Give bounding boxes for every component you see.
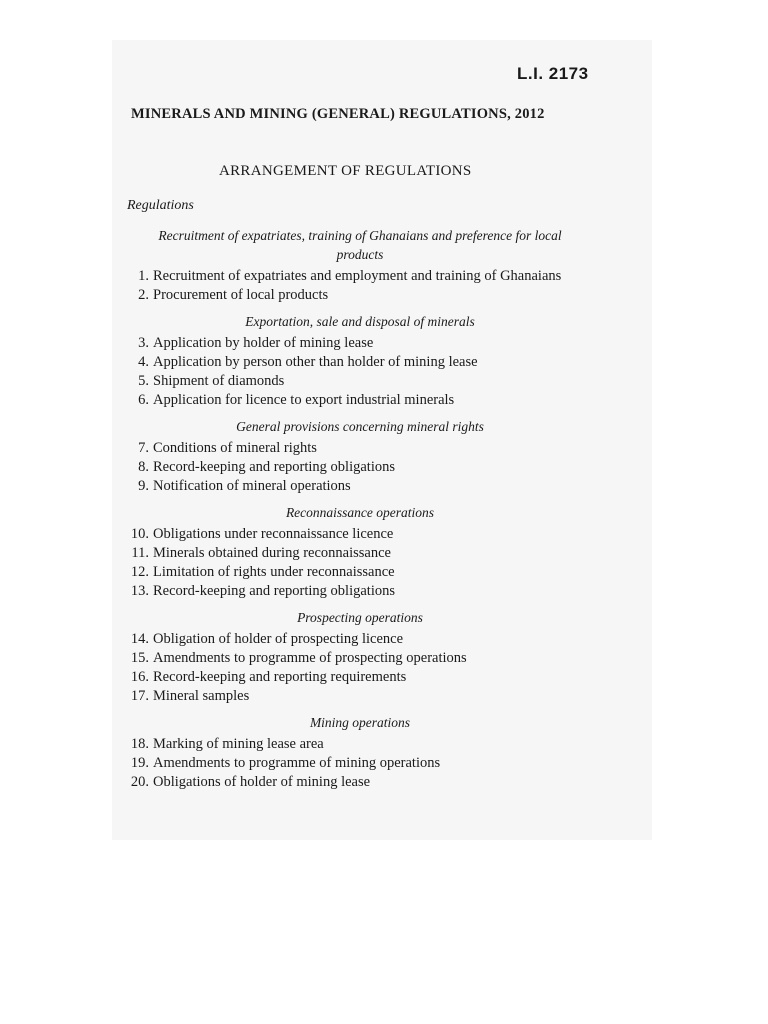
section-heading: Exportation, sale and disposal of minerals bbox=[245, 314, 475, 329]
regulation-items bbox=[120, 525, 600, 601]
regulation-title: Record-keeping and reporting obligations bbox=[153, 583, 396, 599]
regulation-number: 13. bbox=[130, 583, 149, 599]
regulation-title: Marking of mining lease area bbox=[153, 736, 324, 752]
regulation-section bbox=[120, 305, 600, 410]
regulation-number: 17. bbox=[130, 688, 149, 704]
regulation-item bbox=[120, 544, 600, 563]
regulation-item bbox=[120, 286, 600, 305]
regulation-number: 12. bbox=[130, 564, 149, 580]
regulation-title: Record-keeping and reporting obligations bbox=[153, 459, 396, 475]
regulation-title: Limitation of rights under reconnaissance bbox=[153, 564, 395, 580]
regulation-item bbox=[120, 754, 600, 773]
regulation-number: 15. bbox=[130, 650, 149, 666]
regulation-number: 20. bbox=[130, 774, 149, 790]
regulation-item bbox=[120, 525, 600, 544]
regulation-number: 7. bbox=[138, 440, 149, 456]
regulation-item bbox=[120, 372, 600, 391]
section-spacer bbox=[120, 410, 600, 417]
regulation-number: 19. bbox=[130, 755, 149, 771]
regulation-number: 10. bbox=[130, 526, 149, 542]
section-spacer bbox=[120, 706, 600, 713]
regulation-section bbox=[120, 601, 600, 706]
regulation-item bbox=[120, 582, 600, 601]
regulation-item bbox=[120, 668, 600, 687]
section-spacer bbox=[120, 305, 600, 312]
regulation-item bbox=[120, 649, 600, 668]
regulation-item bbox=[120, 458, 600, 477]
regulation-item bbox=[120, 773, 600, 792]
regulation-item bbox=[120, 267, 600, 286]
regulation-items bbox=[120, 334, 600, 410]
regulation-title: Procurement of local products bbox=[153, 287, 329, 303]
regulation-title: Amendments to programme of prospecting operations bbox=[153, 650, 467, 666]
regulation-item bbox=[120, 687, 600, 706]
regulations-list bbox=[120, 226, 600, 792]
regulation-title: Application for licence to export industrial minerals bbox=[153, 392, 455, 408]
regulation-number: 8. bbox=[138, 459, 149, 475]
regulation-title: Application by holder of mining lease bbox=[153, 335, 374, 351]
regulation-item bbox=[120, 391, 600, 410]
regulation-number: 2. bbox=[138, 287, 149, 303]
regulation-item bbox=[120, 334, 600, 353]
section-heading: Recruitment of expatriates, training of Ghanaians and preference for local bbox=[158, 228, 562, 243]
regulation-number: 16. bbox=[130, 669, 149, 685]
regulation-number: 6. bbox=[138, 392, 149, 408]
regulation-number: 3. bbox=[138, 335, 149, 351]
regulation-number: 18. bbox=[130, 736, 149, 752]
regulation-number: 4. bbox=[138, 354, 149, 370]
regulation-number: 5. bbox=[138, 373, 149, 389]
legislative-instrument-number: L.I. 2173 bbox=[517, 64, 589, 83]
regulation-title: Obligation of holder of prospecting licence bbox=[153, 631, 404, 647]
section-heading: Mining operations bbox=[309, 715, 411, 730]
regulation-section bbox=[120, 496, 600, 601]
document-title: MINERALS AND MINING (GENERAL) REGULATIONS, 2012 bbox=[131, 106, 545, 122]
regulation-items bbox=[120, 439, 600, 496]
regulation-title: Mineral samples bbox=[153, 688, 250, 704]
regulation-section bbox=[120, 706, 600, 792]
section-heading: Reconnaissance operations bbox=[285, 505, 435, 520]
regulation-section bbox=[120, 226, 600, 305]
regulation-item bbox=[120, 439, 600, 458]
regulation-title: Notification of mineral operations bbox=[153, 478, 351, 494]
regulation-title: Application by person other than holder of mining lease bbox=[153, 354, 478, 370]
regulation-title: Recruitment of expatriates and employment and training of Ghanaians bbox=[153, 268, 562, 284]
regulation-title: Obligations of holder of mining lease bbox=[153, 774, 371, 790]
regulation-title: Obligations under reconnaissance licence bbox=[153, 526, 394, 542]
regulation-items bbox=[120, 630, 600, 706]
regulation-item bbox=[120, 735, 600, 754]
arrangement-heading: ARRANGEMENT OF REGULATIONS bbox=[219, 163, 472, 179]
regulation-item bbox=[120, 477, 600, 496]
regulation-title: Record-keeping and reporting requirements bbox=[153, 669, 407, 685]
regulation-section bbox=[120, 410, 600, 496]
regulation-item bbox=[120, 630, 600, 649]
regulation-items bbox=[120, 735, 600, 792]
regulation-item bbox=[120, 353, 600, 372]
regulation-item bbox=[120, 563, 600, 582]
regulation-title: Minerals obtained during reconnaissance bbox=[153, 545, 391, 561]
section-heading: General provisions concerning mineral rights bbox=[236, 419, 484, 434]
section-spacer bbox=[120, 601, 600, 608]
regulation-items bbox=[120, 267, 600, 305]
regulation-number: 14. bbox=[130, 631, 149, 647]
regulation-number: 1. bbox=[138, 268, 149, 284]
regulation-number: 11. bbox=[131, 545, 149, 561]
regulation-title: Amendments to programme of mining operations bbox=[153, 755, 441, 771]
section-heading: Prospecting operations bbox=[297, 610, 423, 625]
section-spacer bbox=[120, 496, 600, 503]
regulations-column-label: Regulations bbox=[127, 198, 194, 213]
regulation-title: Conditions of mineral rights bbox=[153, 440, 317, 456]
section-heading: products bbox=[336, 247, 384, 262]
regulation-title: Shipment of diamonds bbox=[153, 373, 285, 389]
regulation-number: 9. bbox=[138, 478, 149, 494]
